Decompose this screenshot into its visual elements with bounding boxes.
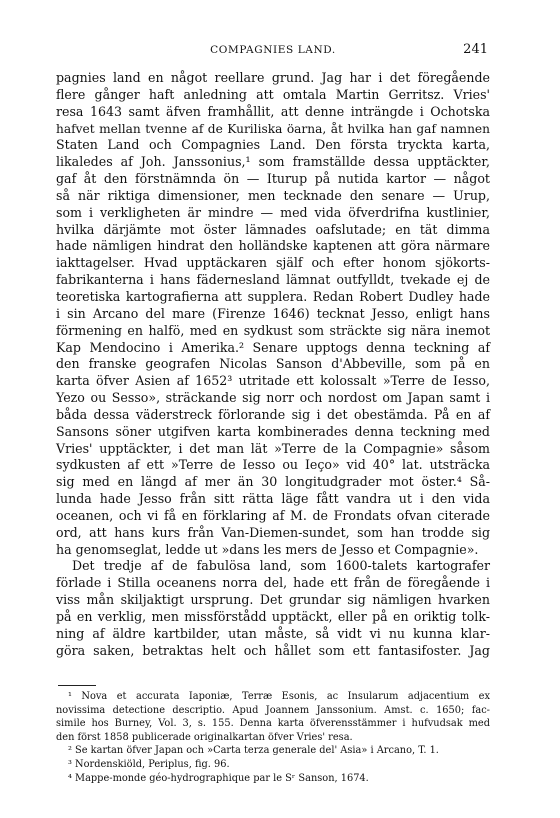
body-line: förlade i Stilla oceanens norra del, hade ett från de föregående i	[56, 575, 490, 591]
body-line: sig med en längd af mer än 30 longitudgrader mot öster.⁴ Så-	[56, 474, 490, 490]
body-line: hade nämligen hindrat den holländske kaptenen att göra närmare	[56, 238, 490, 254]
body-line: fabrikanterna i hans fädernesland lämnat outfylldt, tvekade ej de	[56, 272, 490, 288]
body-line: flere gånger haft anledning att omtala Martin Gerritsz. Vries'	[56, 86, 490, 102]
body-line: sydkusten af ett »Terre de Iesso ou Ieço» vid 40° lat. utsträcka	[56, 457, 490, 473]
body-line: iakttagelser. Hvad upptäckaren själf och efter honom sjökorts-	[56, 255, 490, 271]
body-line: båda dessa väderstreck förlorande sig i det obestämda. På en af	[56, 406, 490, 422]
body-line: oceanen, och vi få en förklaring af M. de Frondats ofvan citerade	[56, 507, 490, 523]
body-line: teoretiska kartografierna att supplera. Redan Robert Dudley hade	[56, 288, 490, 304]
footnote-line: ³ Nordenskiöld, Periplus, fig. 96.	[68, 758, 230, 770]
body-line: Det tredje af de fabulösa land, som 1600-talets kartografer	[72, 558, 490, 574]
footnote-line: novissima detectione descriptio. Apud Joannem Janssonium. Amst. c. 1650; fac-	[56, 704, 490, 716]
body-line: hvilka därjämte mot öster lämnades oafslutade; en tät dimma	[56, 221, 490, 237]
body-line: karta öfver Asien af 1652³ utritade ett kolossalt »Terre de Iesso,	[56, 373, 490, 389]
body-line: ord, att hans kurs från Van-Diemen-sundet, som han trodde sig	[56, 524, 490, 540]
body-line: förmening en halfö, med en sydkust som sträckte sig nära inemot	[56, 322, 490, 338]
body-line: Sansons söner utgifven karta kombinerades denna teckning med	[56, 423, 490, 439]
footnote-line: ⁴ Mappe-monde géo-hydrographique par le Sʳ Sanson, 1674.	[68, 772, 369, 784]
body-line: göra saken, betraktas helt och hållet som ett fantasifoster. Jag	[56, 642, 490, 658]
body-line: så när riktiga dimensioner, men tecknade den senare — Urup,	[56, 187, 490, 203]
footnotes	[56, 690, 490, 785]
body-line: Vries' upptäckter, i det man lät »Terre de la Compagnie» såsom	[56, 440, 490, 456]
footnote-line: simile hos Burney, Vol. 3, s. 155. Denna karta öfverensstämmer i hufvudsak med	[56, 718, 490, 730]
body-line: gaf åt den förstnämnda ön — Iturup på nutida kartor — något	[56, 171, 490, 187]
body-line: Staten Land och Compagnies Land. Den första tryckta karta,	[56, 137, 490, 153]
body-line: likaledes af Joh. Janssonius,¹ som framställde dessa upptäckter,	[56, 154, 490, 170]
body-line: viss mån skiljaktigt ursprung. Det grundar sig nämligen hvarken	[56, 592, 490, 608]
body-line: Yezo ou Sesso», sträckande sig norr och nordost om Japan samt i	[56, 390, 490, 406]
body-line: ning af äldre kartbilder, utan måste, så vidt vi nu kunna klar-	[56, 625, 490, 641]
footnote-line: den först 1858 publicerade originalkartan öfver Vries' resa.	[56, 731, 353, 743]
body-line: den franske geografen Nicolas Sanson d'Abbeville, som på en	[56, 356, 490, 372]
body-line: Kap Mendocino i Amerika.² Senare upptogs denna teckning af	[56, 339, 490, 355]
footnote-line: ² Se kartan öfver Japan och »Carta terza generale del' Asia» i Arcano, T. 1.	[68, 745, 439, 757]
footnote-rule	[58, 685, 96, 686]
body-line: som i verkligheten är mindre — med vida öfverdrifna kustlinier,	[56, 204, 490, 220]
body-line: pagnies land en något reellare grund. Jag har i det föregående	[56, 70, 490, 85]
page-number: 241	[463, 42, 488, 57]
footnote-line: ¹ Nova et accurata Iaponiæ, Terræ Esonis, ac Insularum adjacentium ex	[68, 691, 490, 702]
body-line: i sin Arcano del mare (Firenze 1646) tecknat Jesso, enligt hans	[56, 305, 490, 321]
body-line: på en verklig, men missförstådd upptäckt, eller på en oriktig tolk-	[56, 609, 490, 624]
body-text	[56, 70, 490, 660]
running-title: COMPAGNIES LAND.	[210, 44, 336, 56]
body-line: ha genomseglat, ledde ut »dans les mers de Jesso et Compagnie».	[56, 541, 479, 557]
body-line: lunda hade Jesso från sitt rätta läge fått vandra ut i den vida	[56, 491, 490, 507]
body-line: hafvet mellan tvenne af de Kuriliska öarna, åt hvilka han gaf namnen	[56, 121, 490, 136]
page-header	[58, 44, 488, 62]
body-line: resa 1643 samt äfven framhållit, att denne inträngde i Ochotska	[56, 103, 490, 119]
